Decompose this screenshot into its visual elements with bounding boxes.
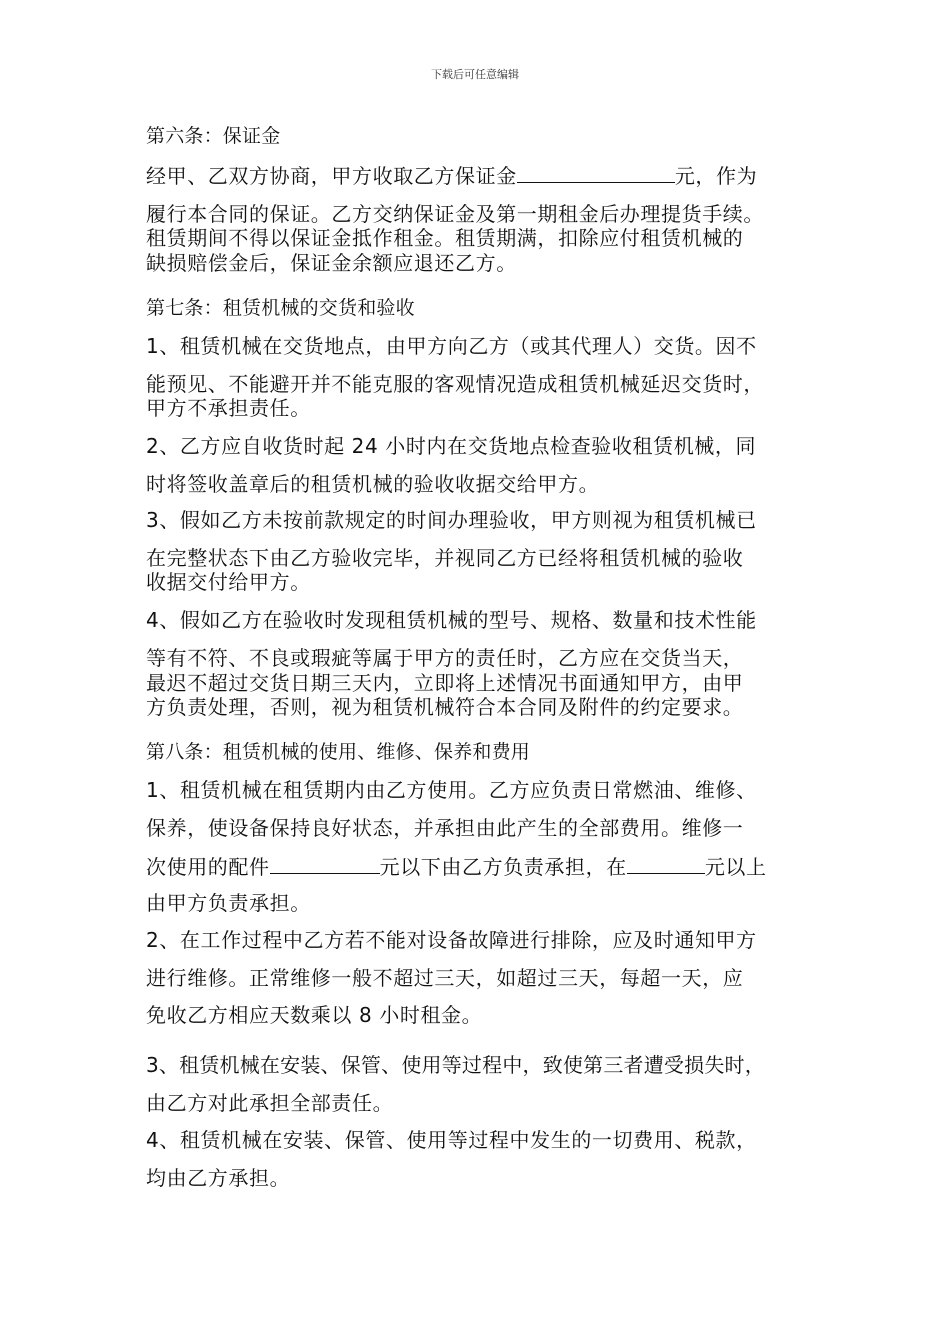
article-8-item-2-line-1: 2、在工作过程中乙方若不能对设备故障进行排除，应及时通知甲方	[146, 928, 757, 952]
parts-cost-blank-1	[270, 853, 380, 874]
article-8-item-3-line-2: 由乙方对此承担全部责任。	[146, 1091, 394, 1115]
article-7-item-2-line-2: 时将签收盖章后的租赁机械的验收收据交给甲方。	[146, 472, 600, 496]
article-7-item-2-line-1: 2、乙方应自收货时起 24 小时内在交货地点检查验收租赁机械，同	[146, 434, 757, 458]
article-6-line-4: 缺损赔偿金后，保证金余额应退还乙方。	[146, 251, 517, 275]
article-7-item-4-line-3: 最迟不超过交货日期三天内，立即将上述情况书面通知甲方，由甲	[146, 671, 744, 695]
article-8-item-1-line-1: 1、租赁机械在租赁期内由乙方使用。乙方应负责日常燃油、维修、	[146, 778, 757, 802]
article-7-item-3-line-2: 在完整状态下由乙方验收完毕，并视同乙方已经将租赁机械的验收	[146, 546, 744, 570]
article-8-item-1-line-3	[146, 853, 767, 879]
article-7-item-4-line-1: 4、假如乙方在验收时发现租赁机械的型号、规格、数量和技术性能	[146, 608, 757, 632]
parts-cost-blank-2	[627, 853, 705, 874]
article-8-item-1-line-2: 保养，使设备保持良好状态，并承担由此产生的全部费用。维修一	[146, 816, 744, 840]
page-header-note: 下载后可任意编辑	[431, 68, 519, 81]
article-6-title: 第六条：保证金	[146, 125, 281, 147]
article-7-item-1-line-1: 1、租赁机械在交货地点，由甲方向乙方（或其代理人）交货。因不	[146, 334, 757, 358]
article-8-item-4-line-2: 均由乙方承担。	[146, 1166, 291, 1190]
article-8-text: 元以下由乙方负责承担，在	[379, 855, 627, 879]
article-6-text: 元，作为	[674, 164, 758, 188]
article-7-item-1-line-3: 甲方不承担责任。	[146, 396, 311, 420]
article-6-line-3: 租赁期间不得以保证金抵作租金。租赁期满，扣除应付租赁机械的	[146, 226, 744, 250]
article-8-text: 次使用的配件	[146, 855, 270, 879]
article-8-item-1-line-4: 由甲方负责承担。	[146, 891, 311, 915]
article-6-line-1	[146, 162, 757, 188]
article-7-item-4-line-4: 方负责处理，否则，视为租赁机械符合本合同及附件的约定要求。	[146, 695, 744, 719]
article-7-title: 第七条：租赁机械的交货和验收	[146, 297, 415, 319]
article-7-item-3-line-3: 收据交付给甲方。	[146, 570, 311, 594]
article-7-item-1-line-2: 能预见、不能避开并不能克服的客观情况造成租赁机械延迟交货时，	[146, 372, 764, 396]
article-8-item-2-line-3: 免收乙方相应天数乘以 8 小时租金。	[146, 1003, 483, 1027]
article-8-item-4-line-1: 4、租赁机械在安装、保管、使用等过程中发生的一切费用、税款，	[146, 1128, 757, 1152]
article-6-text: 经甲、乙双方协商，甲方收取乙方保证金	[146, 164, 517, 188]
article-6-line-2: 履行本合同的保证。乙方交纳保证金及第一期租金后办理提货手续。	[146, 202, 764, 226]
article-8-title: 第八条：租赁机械的使用、维修、保养和费用	[146, 741, 531, 763]
article-7-item-4-line-2: 等有不符、不良或瑕疵等属于甲方的责任时，乙方应在交货当天，	[146, 646, 744, 670]
article-8-item-2-line-2: 进行维修。正常维修一般不超过三天，如超过三天，每超一天，应	[146, 966, 744, 990]
deposit-amount-blank	[517, 162, 675, 183]
article-7-item-3-line-1: 3、假如乙方未按前款规定的时间办理验收，甲方则视为租赁机械已	[146, 508, 757, 532]
article-8-item-3-line-1: 3、租赁机械在安装、保管、使用等过程中，致使第三者遭受损失时，	[146, 1053, 765, 1077]
article-8-text: 元以上	[704, 855, 767, 879]
